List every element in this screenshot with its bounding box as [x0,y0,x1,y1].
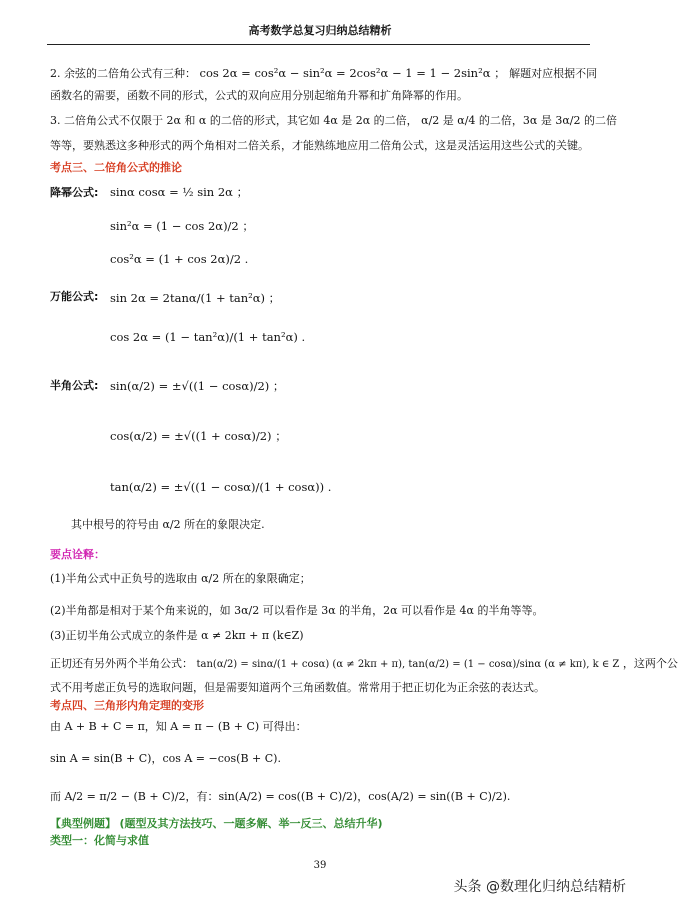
watermark: 头条 @数理化归纳总结精析 [453,879,626,895]
item3-line2: 等等，要熟悉这多种形式的两个角相对二倍关系，才能熟练地应用二倍角公式，这是灵活运用这些公式的关键。 [50,139,589,152]
examples-heading [50,815,383,831]
key-point-4-formula: tan(α/2) = sinα/(1 + cosα) (α ≠ 2kπ + π), tan(α/2) = (1 − cosα)/sinα (α ≠ kπ), k ∈ Z [196,659,620,670]
reduce-formula-1: sinα cosα = ½ sin 2α ； [110,185,249,199]
section3-title: 考点三、二倍角公式的推论 [50,161,182,174]
key-point-1: (1)半角公式中正负号的选取由 α/2 所在的象限确定； [50,572,311,585]
item2-line2: 函数名的需要，函数不同的形式，公式的双向应用分别起缩角升幂和扩角降幂的作用。 [50,89,468,102]
half-formula-2: cos(α/2) = ±√((1 + cosα)/2) ； [110,429,287,443]
sign-note: 其中根号的符号由 α/2 所在的象限决定. [71,518,265,531]
half-formula-1: sin(α/2) = ±√((1 − cosα)/2) ； [110,379,285,393]
header-rule [47,44,590,45]
reduce-formula-2: sin²α = (1 − cos 2α)/2 ； [110,219,254,233]
reduce-label: 降幂公式: [50,186,99,199]
triangle-line-3: 而 A/2 = π/2 − (B + C)/2，有：sin(A/2) = cos((B + C)/2)，cos(A/2) = sin((B + C)/2). [50,790,511,803]
item2-tail: 解题对应根据不同 [509,67,598,80]
section4-title: 考点四、三角形内角定理的变形 [50,699,204,712]
universal-formula-2: cos 2α = (1 − tan²α)/(1 + tan²α) . [110,330,306,344]
key-point-3: (3)正切半角公式成立的条件是 α ≠ 2kπ + π (k∈Z) [50,629,304,642]
item3-part-a: α/2 是 α/4 的二倍，3α 是 3α/2 的二倍 [421,114,617,127]
examples-bracket: 【典型例题】 [50,817,116,830]
triangle-line-2: sin A = sin(B + C)，cos A = −cos(B + C). [50,752,281,765]
triangle-line-1: 由 A + B + C = π，知 A = π − (B + C) 可得出： [50,720,307,733]
key-points-title: 要点诠释： [50,548,105,561]
examples-subtitle: (题型及其方法技巧、一题多解、举一反三、总结升华) [119,817,383,830]
universal-label: 万能公式: [50,290,99,303]
half-formula-3: tan(α/2) = ±√((1 − cosα)/(1 + cosα)) . [110,480,332,494]
item3-line1 [50,114,617,128]
half-label: 半角公式: [50,379,99,392]
reduce-formula-3: cos²α = (1 + cos 2α)/2 . [110,252,249,266]
universal-formula-1: sin 2α = 2tanα/(1 + tan²α) ； [110,291,281,305]
key-point-4 [50,657,678,672]
key-point-5: 式不用考虑正负号的选取问题，但是需要知道两个三角函数值。常常用于把正切化为正余弦的表达式。 [50,681,545,694]
page-number: 39 [313,860,327,871]
item2-lead: 2. 余弦的二倍角公式有三种： [50,67,196,80]
item2-formula: cos 2α = cos²α − sin²α = 2cos²α − 1 = 1 − 2sin²α ； [199,66,506,80]
key-point-2: (2)半角都是相对于某个角来说的，如 3α/2 可以看作是 3α 的半角，2α 可以看作是 4α 的半角等等。 [50,604,544,617]
item2-line1 [50,66,597,81]
type1-title: 类型一：化简与求值 [50,834,149,847]
item3-lead: 3. 二倍角公式不仅限于 2α 和 α 的二倍的形式，其它如 4α 是 2α 的二倍， [50,114,418,127]
page-header-title: 高考数学总复习归纳总结精析 [248,24,392,37]
key-point-4-lead: 正切还有另外两个半角公式： [50,657,193,670]
key-point-4-tail: ，这两个公 [622,657,678,670]
